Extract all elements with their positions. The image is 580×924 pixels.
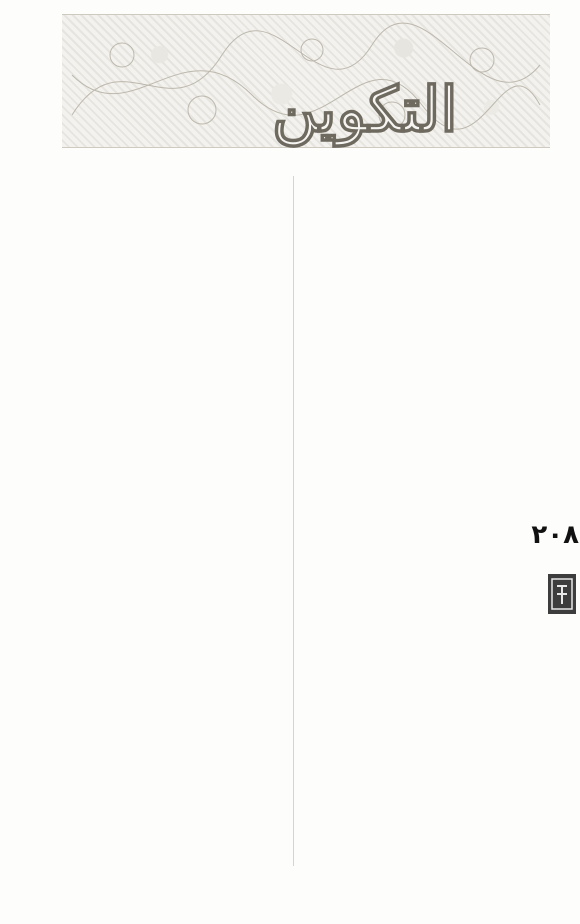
magazine-title: التكوين [272,73,458,146]
magazine-logo [548,574,576,614]
article-column-left [68,170,290,860]
page-number: ٢٠٨ [531,520,579,550]
logo-mark-icon [548,574,576,614]
article-column-right [298,170,540,860]
decorative-header-band [62,14,550,148]
issue-date-line [551,624,573,784]
column-divider [293,176,294,866]
